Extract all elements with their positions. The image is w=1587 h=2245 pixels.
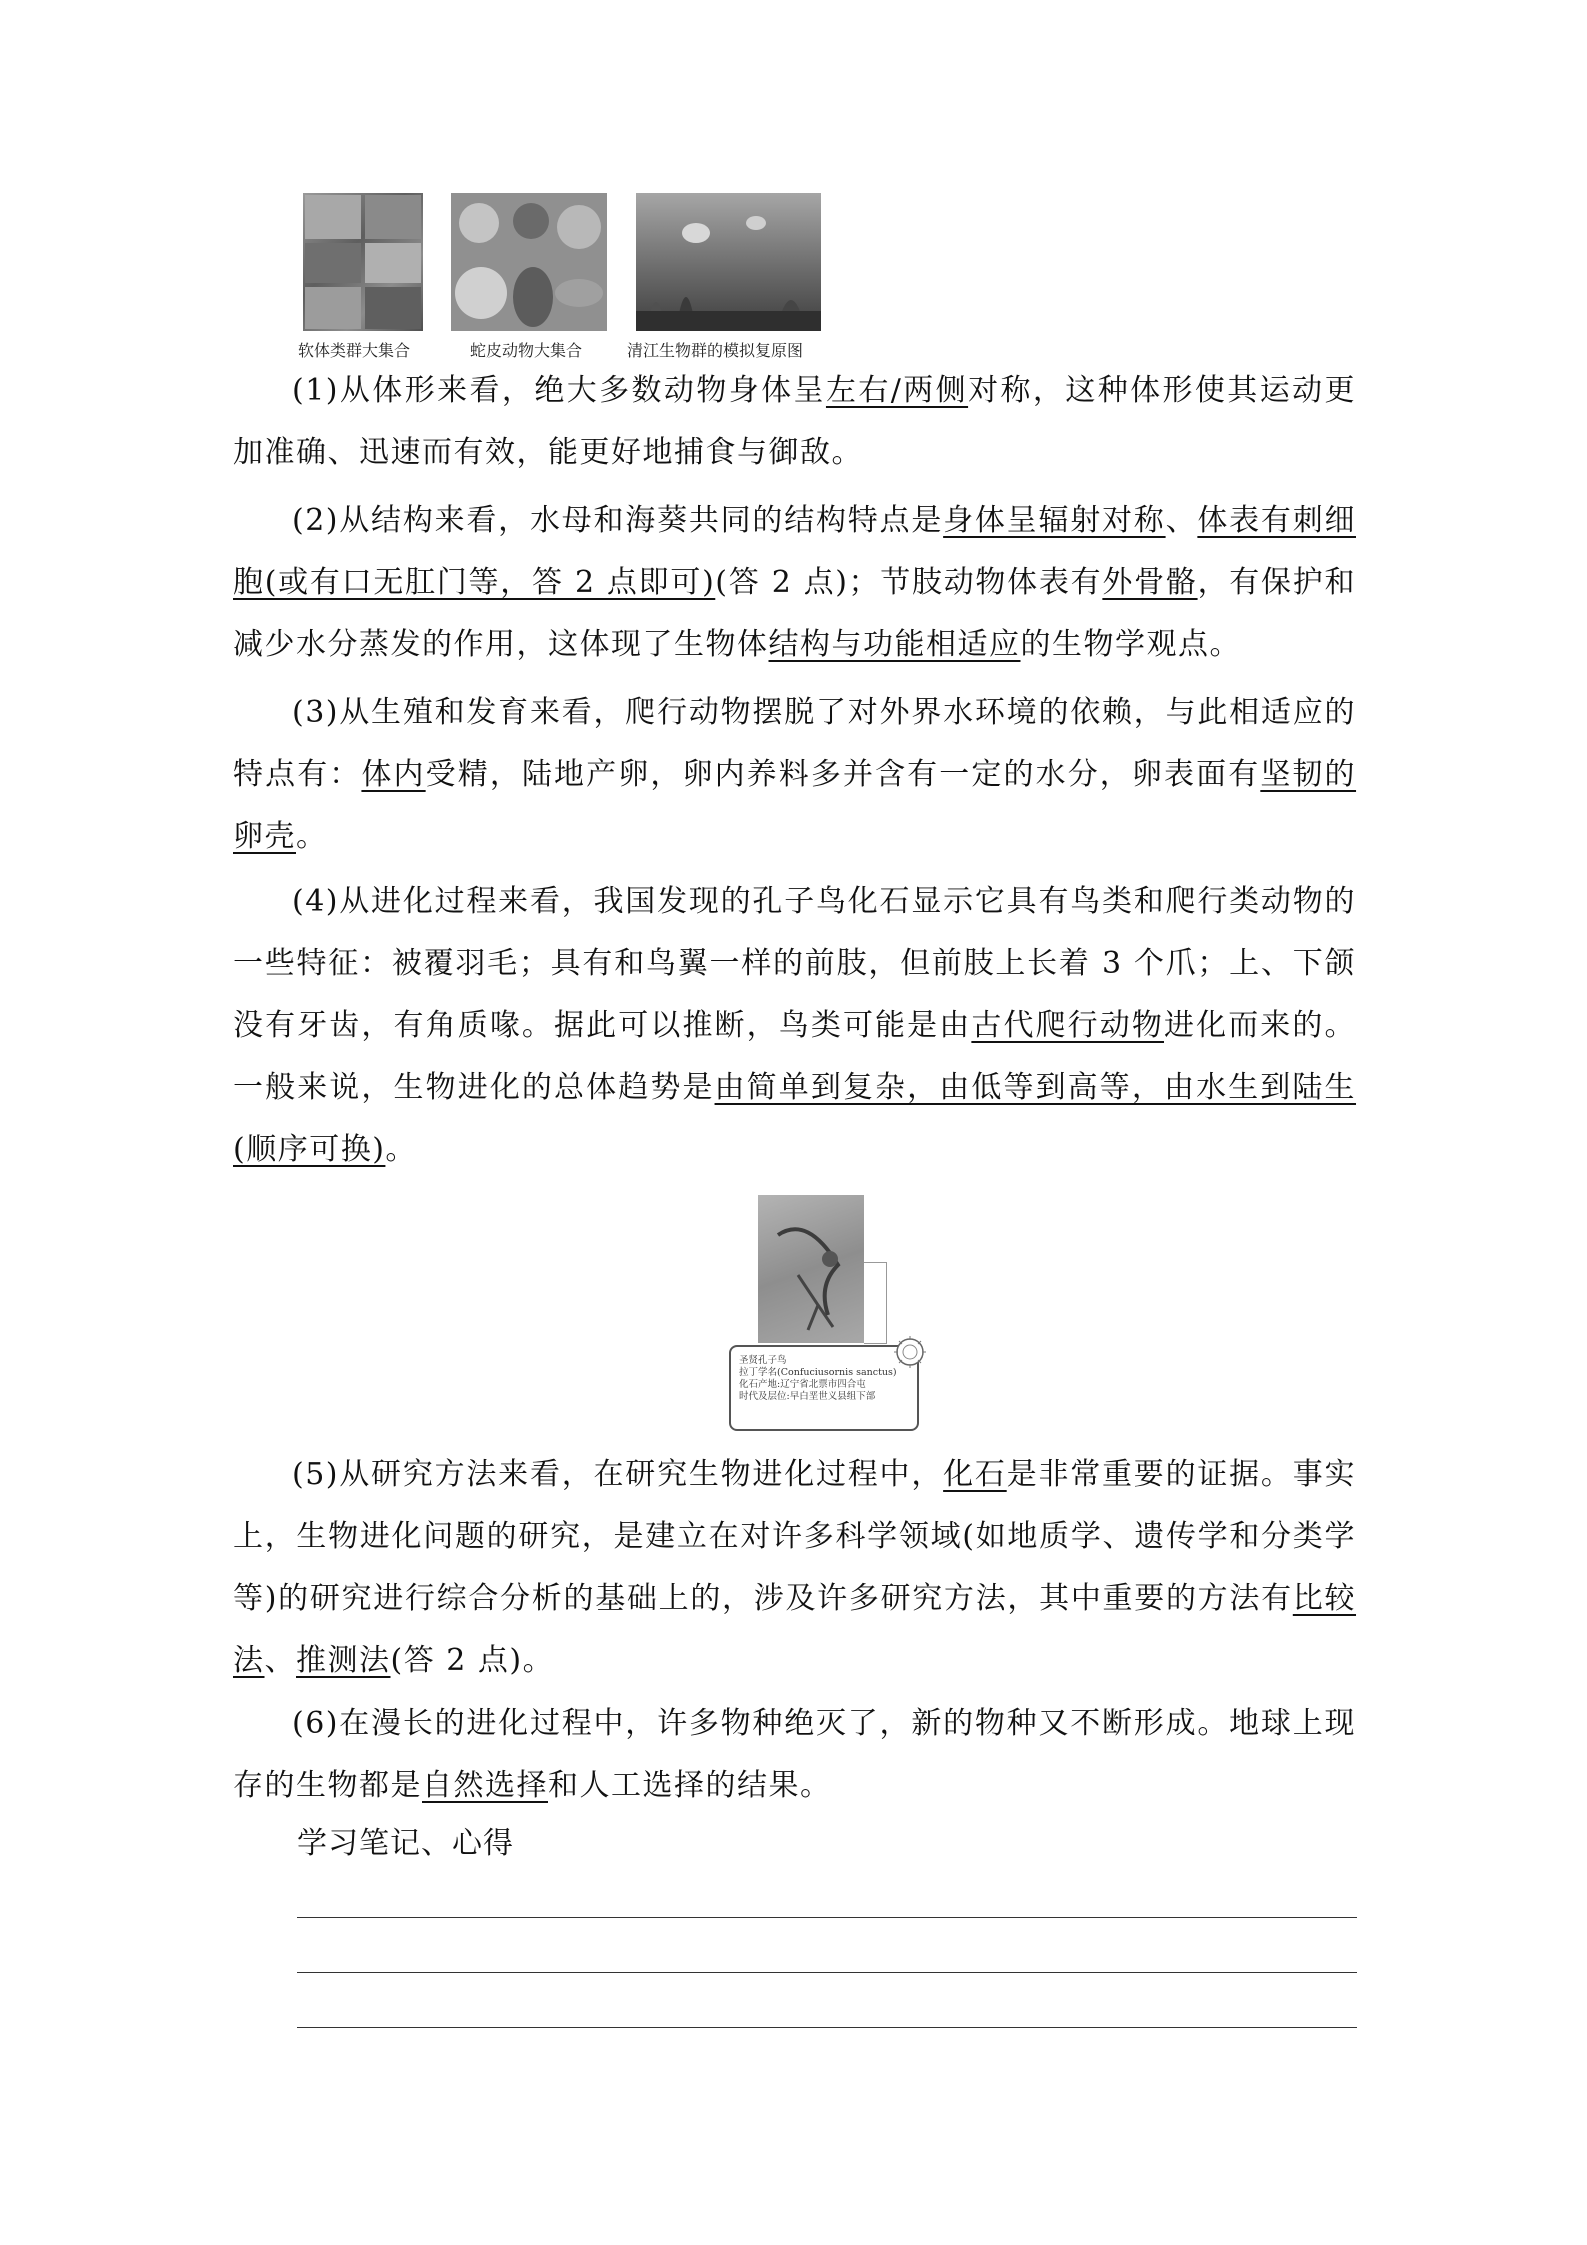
figure-caption-2: 蛇皮动物大集合	[470, 341, 583, 360]
text: 进化而来的。一般来说，生物进化的总体趋势是	[233, 1008, 1357, 1105]
notes-line-3[interactable]	[297, 2027, 1357, 2028]
answer-blank: 左右/两侧	[825, 373, 969, 408]
answer-blank: 推测法	[296, 1643, 391, 1678]
figure-caption-1: 软体类群大集合	[298, 341, 411, 360]
paragraph-3	[233, 682, 1356, 868]
answer-blank: 坚韧的卵壳	[233, 757, 1357, 854]
text: 、	[1165, 503, 1198, 538]
text: 的生物学观点。	[1020, 627, 1241, 662]
text: 对称，这种体形使其运动更加准确、迅速而有效，能更好地捕食与御敌。	[233, 373, 1357, 470]
text: 。	[296, 819, 328, 854]
text: (3)从生殖和发育来看，爬行动物摆脱了对外界水环境的依赖，与此相适应的特点有：	[233, 695, 1356, 792]
text: 是非常重要的证据。事实上，生物进化问题的研究，是建立在对许多科学领域(如地质学、遗传学和分类学等)的研究进行综合分析的基础上的，涉及许多研究方法，其中重要的方法有	[233, 1457, 1356, 1616]
fossil-label-line-4: 时代及层位:早白垩世义县组下部	[739, 1391, 876, 1402]
answer-blank: 化石	[943, 1457, 1007, 1492]
mollusk-collection-image	[303, 193, 423, 331]
fossil-label-line-2: 拉丁学名(Confuciusornis sanctus)	[739, 1367, 897, 1378]
answer-blank: 体表有刺细胞(或有口无肛门等，答 2 点即可)	[233, 503, 1356, 600]
paragraph-5	[233, 1444, 1356, 1692]
answer-blank: 古代爬行动物	[971, 1008, 1164, 1043]
text: (答 2 点)。	[390, 1643, 555, 1678]
answer-blank: 身体呈辐射对称	[943, 503, 1166, 538]
echinoderm-collection-image	[451, 193, 607, 331]
text: 和人工选择的结果。	[548, 1768, 832, 1803]
answer-blank: 由简单到复杂，由低等到高等，由水生到陆生(顺序可换)	[233, 1070, 1357, 1167]
qingjiang-biota-restoration-image	[636, 193, 821, 331]
notes-line-1[interactable]	[297, 1917, 1357, 1918]
paragraph-2	[233, 490, 1356, 676]
text: (答 2 点)；节肢动物体表有	[715, 565, 1103, 600]
answer-blank: 比较法	[233, 1581, 1357, 1678]
text: (5)从研究方法来看，在研究生物进化过程中，	[292, 1457, 944, 1492]
notes-line-2[interactable]	[297, 1972, 1357, 1973]
text: (4)从进化过程来看，我国发现的孔子鸟化石显示它具有鸟类和爬行类动物的一些特征：被覆羽毛；具有和鸟翼一样的前肢，但前肢上长着 3 个爪；上、下颌没有牙齿，有角质喙。据此可以推断，鸟类可能是由	[233, 884, 1356, 1043]
seal-icon	[893, 1335, 927, 1369]
text: ，有保护和减少水分蒸发的作用，这体现了生物体	[233, 565, 1357, 662]
fossil-label-card	[729, 1345, 919, 1431]
notes-title: 学习笔记、心得	[297, 1826, 514, 1861]
text: 受精，陆地产卵，卵内养料多并含有一定的水分，卵表面有	[425, 757, 1261, 792]
text: 。	[385, 1132, 417, 1167]
fossil-label-line-3: 化石产地:辽宁省北票市四合屯	[739, 1379, 866, 1390]
fossil-label-line-1: 圣贤孔子鸟	[739, 1355, 787, 1366]
confuciusornis-fossil-image	[758, 1195, 864, 1343]
answer-blank: 结构与功能相适应	[768, 627, 1021, 662]
fossil-frame-line	[864, 1262, 887, 1344]
paragraph-6	[233, 1693, 1356, 1817]
text: (6)在漫长的进化过程中，许多物种绝灭了，新的物种又不断形成。地球上现存的生物都是	[233, 1706, 1356, 1803]
text: (1)从体形来看，绝大多数动物身体呈	[292, 373, 826, 408]
text: (2)从结构来看，水母和海葵共同的结构特点是	[292, 503, 944, 538]
answer-blank: 体内	[361, 757, 426, 792]
figure-caption-3: 清江生物群的模拟复原图	[627, 341, 804, 360]
paragraph-1	[233, 360, 1356, 484]
answer-blank: 外骨骼	[1102, 565, 1198, 600]
text: 、	[264, 1643, 296, 1678]
answer-blank: 自然选择	[422, 1768, 548, 1803]
paragraph-4	[233, 871, 1356, 1181]
